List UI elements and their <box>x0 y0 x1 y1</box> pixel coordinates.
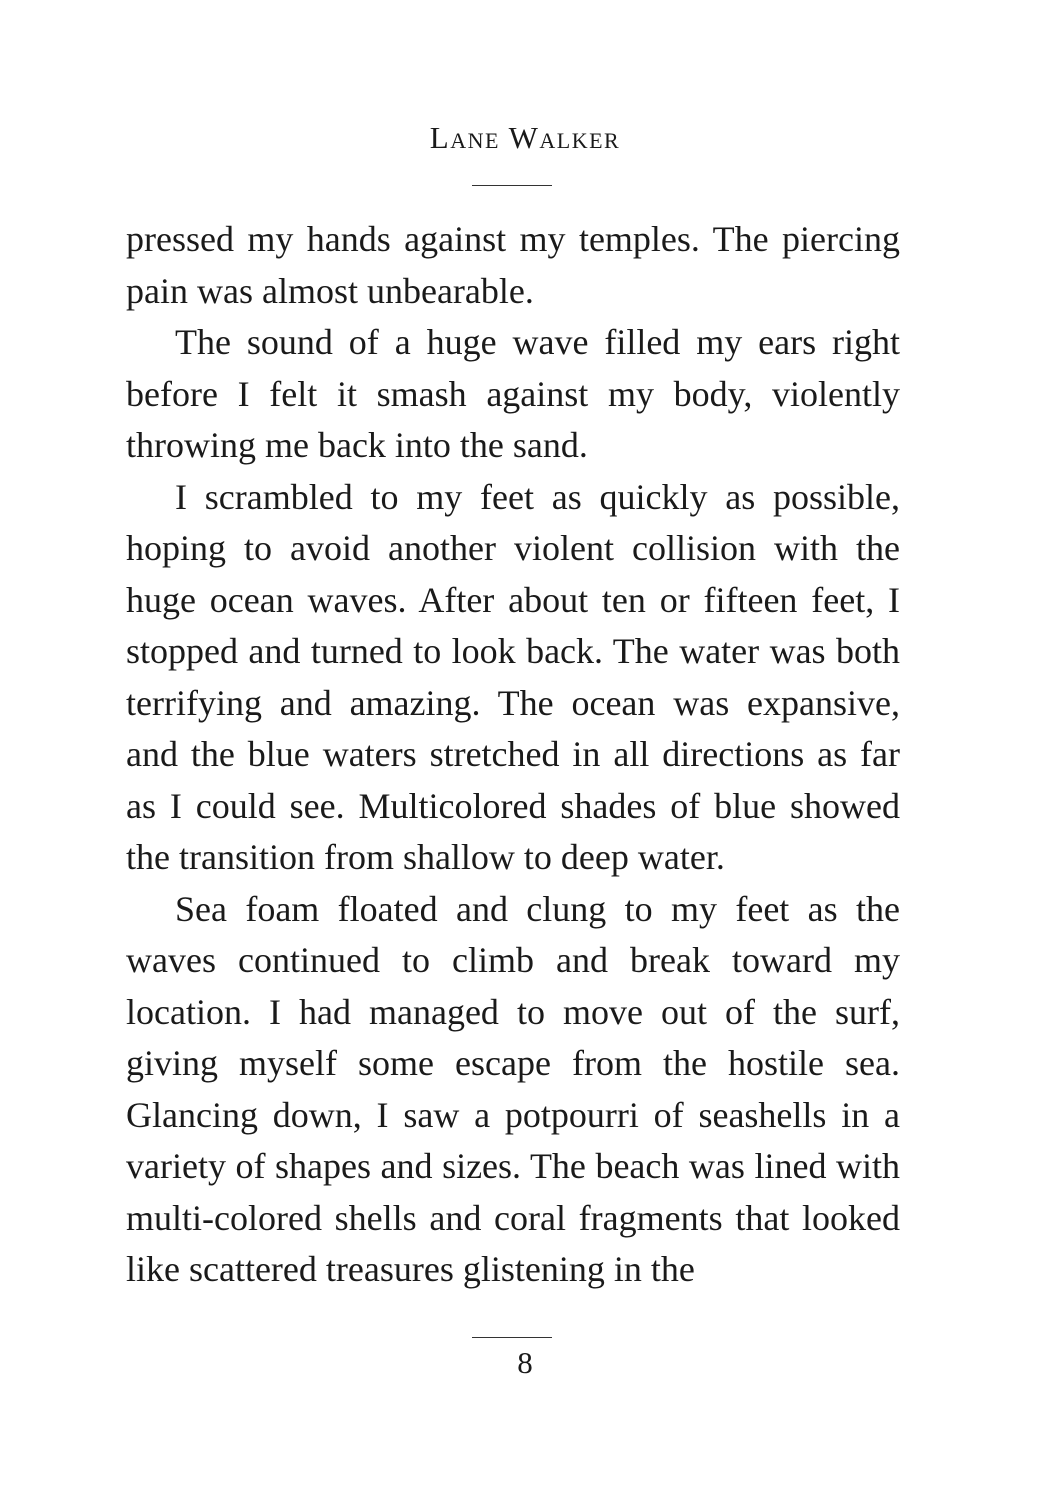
paragraph: I scrambled to my feet as quickly as possible, hoping to avoid another violent collision with the huge ocean waves. After about ten or fifteen feet, I stopped and turned to look back. The water was both terrifying and amazing. The ocean was expansive, and the blue waters stretched in all directions as far as I could see. Multicolored shades of blue showed the transition from shallow to deep water. <box>126 476 900 877</box>
paragraph: Sea foam floated and clung to my feet as the waves continued to climb and break toward my location. I had managed to move out of the surf, giving myself some escape from the hostile sea. Glancing down, I saw a potpourri of seashells in a variety of shapes and sizes. The beach was lined with multi-colored shells and coral fragments that looked like scattered treasures glistening in the <box>126 888 900 1289</box>
paragraph: pressed my hands against my temples. The piercing pain was almost unbearable. <box>126 219 900 311</box>
running-header: Lane Walker <box>429 120 621 155</box>
body-text <box>126 214 900 1296</box>
page-number: 8 <box>517 1345 533 1380</box>
paragraph: The sound of a huge wave filled my ears right before I felt it smash against my body, violently throwing me back into the sand. <box>126 322 900 465</box>
footer-rule <box>472 1337 552 1338</box>
header-rule <box>472 185 552 186</box>
